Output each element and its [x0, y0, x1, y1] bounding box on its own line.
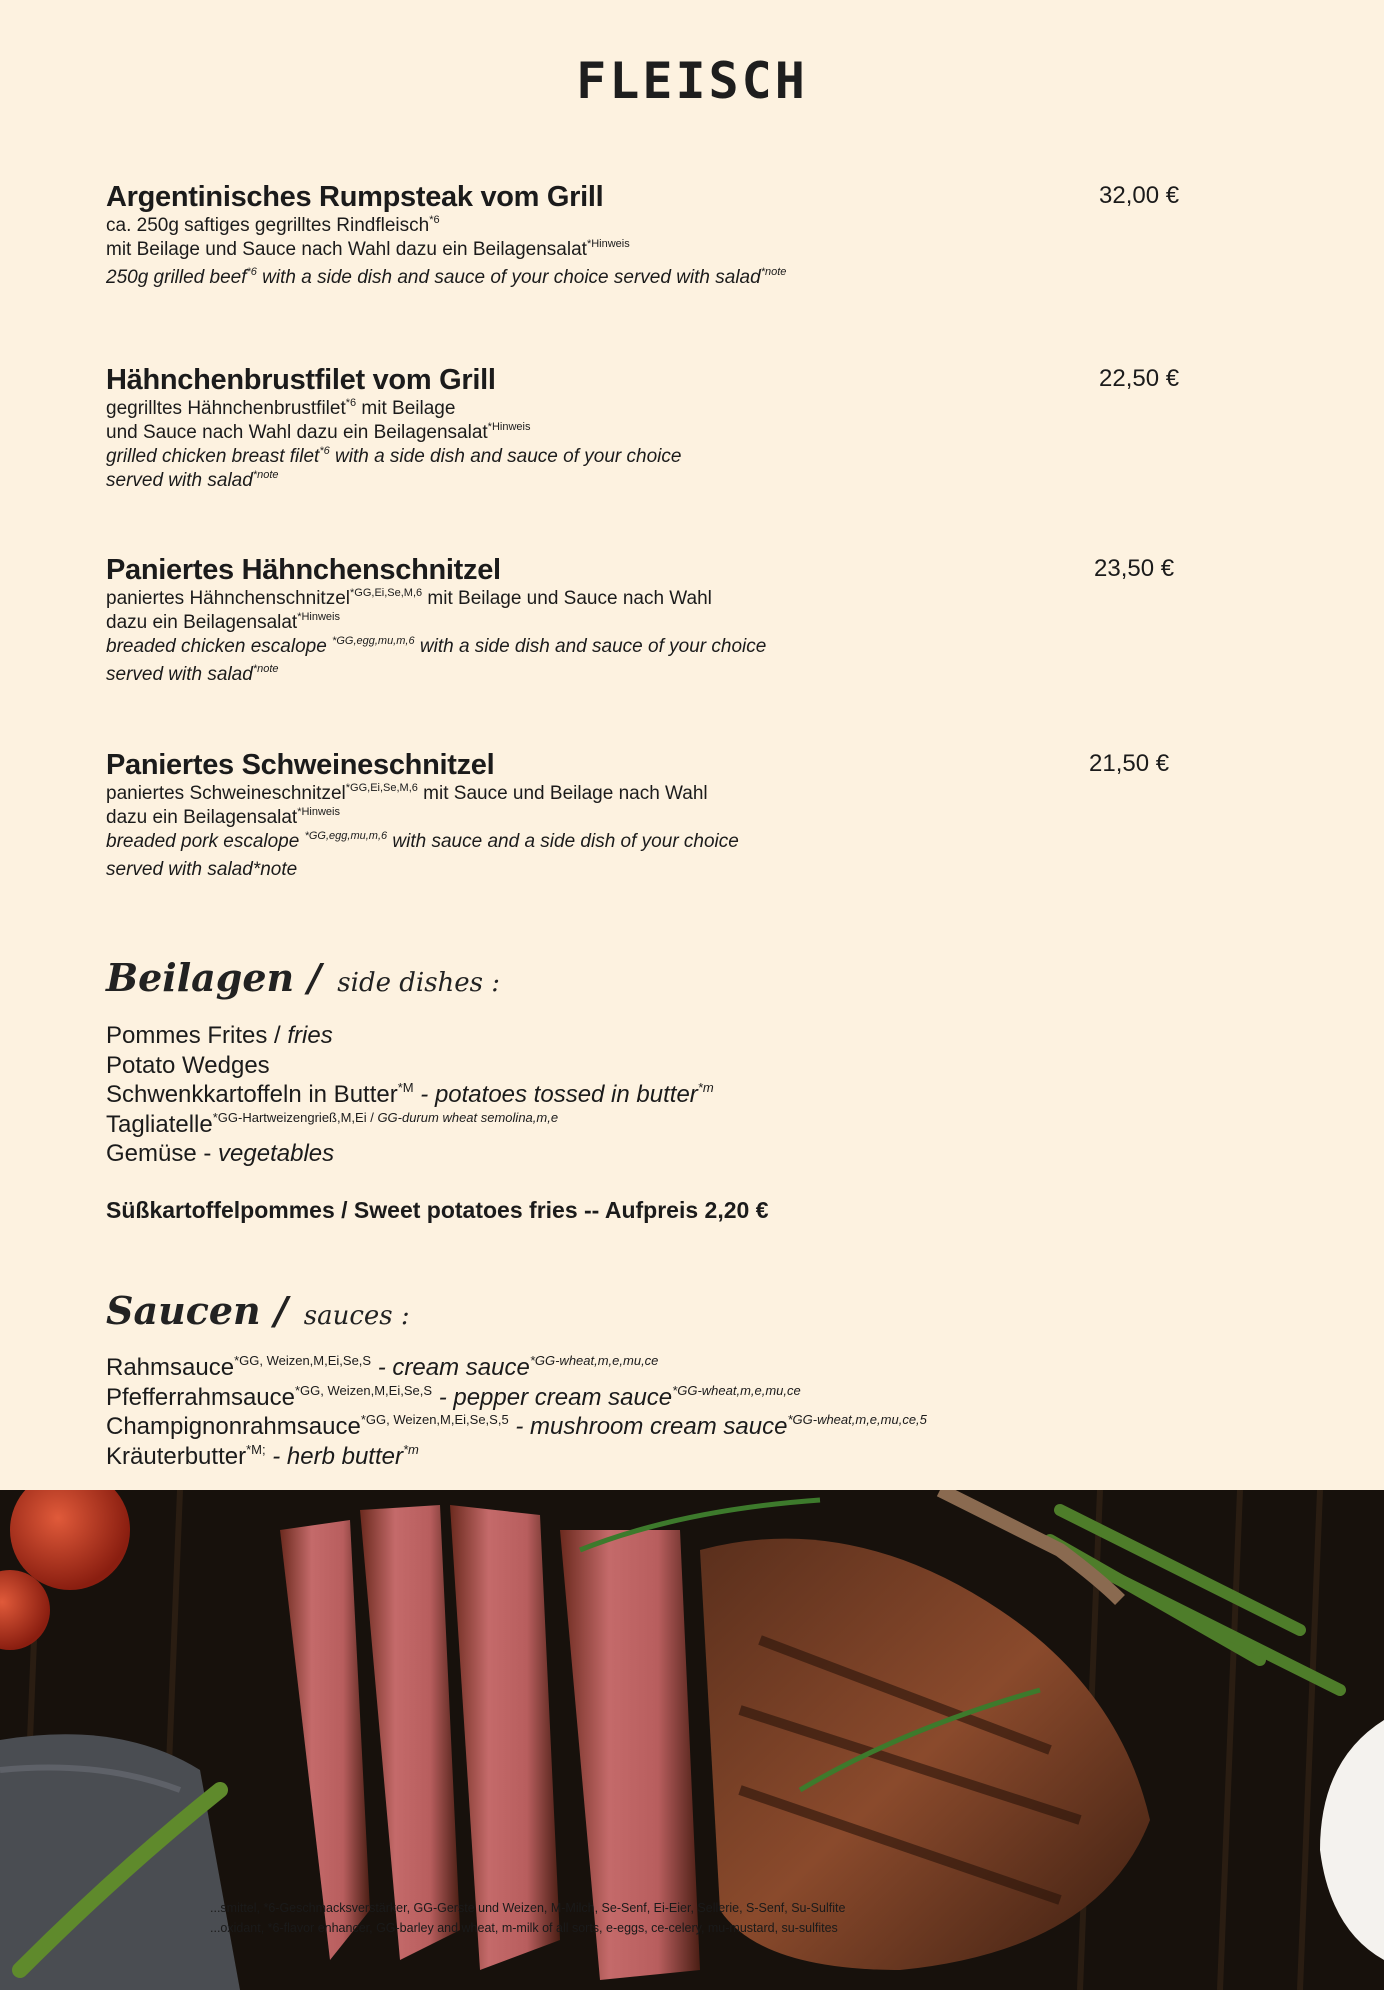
- list-item: Gemüse - vegetables: [106, 1140, 335, 1167]
- dish-description-en: served with salad*note: [106, 859, 298, 880]
- dish-item: [106, 180, 1206, 290]
- dish-description-en: served with salad$^{*note}$: [106, 469, 279, 491]
- page-title: FLEISCH: [576, 52, 808, 110]
- dish-description-en: served with salad$^{*note}$: [106, 663, 279, 685]
- dish-description: paniertes Hähnchenschnitzel$^{*GG,Ei,Se,M,6}$ mit Beilage und Sauce nach Wahl: [106, 587, 712, 609]
- dish-item: [106, 553, 1206, 687]
- dish-description: mit Beilage und Sauce nach Wahl dazu ein Beilagensalat$^{*Hinweis}$: [106, 238, 630, 260]
- dish-description-en: breaded chicken escalope $^{*GG,egg,mu,m,6}$ with a side dish and sauce of your choice: [106, 635, 767, 657]
- list-item: Pommes Frites / fries: [106, 1022, 333, 1049]
- dish-price: 23,50 €: [1094, 555, 1175, 582]
- dish-item: [106, 363, 1206, 493]
- dish-description: und Sauce nach Wahl dazu ein Beilagensalat$^{*Hinweis}$: [106, 421, 531, 443]
- sides-heading: Beilagen / side dishes :: [106, 955, 501, 1000]
- surcharge-note: Süßkartoffelpommes / Sweet potatoes fries -- Aufpreis 2,20 €: [106, 1197, 769, 1223]
- sauces-list: [106, 1353, 1306, 1471]
- list-item: Schwenkkartoffeln in Butter$^{*M}$ - potatoes tossed in butter$^{*m}$: [106, 1080, 714, 1108]
- dish-description-en: 250g grilled beef$^{*6}$ with a side dish and sauce of your choice served with salad$^{*note}$: [106, 266, 787, 288]
- sides-list: [106, 1021, 1306, 1169]
- dish-name: Paniertes Hähnchenschnitzel: [106, 554, 501, 586]
- dish-description-en: breaded pork escalope $^{*GG,egg,mu,m,6}$ with sauce and a side dish of your choice: [106, 830, 739, 852]
- dish-name: Hähnchenbrustfilet vom Grill: [106, 364, 496, 396]
- allergen-footnote: ...smittel, *6-Geschmacksverstärker, GG-Gerste und Weizen, M-Milch, Se-Senf, Ei-Eier, Sellerie, S-Senf, Su-Sulfite ...oxidant, *6-flavor enhancer, GG-barley and wheat, m-milk of all sorts, e-eggs, ce-celery, mu-mustard, su-sulfites: [210, 1901, 846, 1935]
- dish-description-en: grilled chicken breast filet$^{*6}$ with a side dish and sauce of your choice: [106, 445, 682, 467]
- list-item: Rahmsauce$^{*GG, Weizen,M,Ei,Se,S}$ - cream sauce$^{*GG-wheat,m,e,mu,ce}$: [106, 1353, 659, 1381]
- list-item: Tagliatelle$^{*GG-Hartweizengrieß,M,Ei /}$ $^{GG-durum wheat semolina,m,e}$: [106, 1109, 559, 1138]
- dish-name: Paniertes Schweineschnitzel: [106, 749, 495, 781]
- dish-description: ca. 250g saftiges gegrilltes Rindfleisch$^{*6}$: [106, 214, 440, 236]
- sauces-heading: Saucen / sauces :: [106, 1288, 410, 1333]
- list-item: Kräuterbutter$^{*M;}$ - herb butter$^{*m}$: [106, 1441, 419, 1470]
- dish-description: paniertes Schweineschnitzel$^{*GG,Ei,Se,M,6}$ mit Sauce und Beilage nach Wahl: [106, 782, 708, 804]
- list-item: Champignonrahmsauce$^{*GG, Weizen,M,Ei,Se,S,5}$ - mushroom cream sauce$^{*GG-wheat,m,e,mu,ce,5}$: [106, 1412, 927, 1440]
- dish-price: 32,00 €: [1099, 182, 1180, 209]
- dish-description: dazu ein Beilagensalat$^{*Hinweis}$: [106, 611, 340, 633]
- dish-description: dazu ein Beilagensalat$^{*Hinweis}$: [106, 806, 340, 828]
- dish-price: 22,50 €: [1099, 365, 1180, 392]
- dish-price: 21,50 €: [1089, 750, 1170, 777]
- dish-description: gegrilltes Hähnchenbrustfilet$^{*6}$ mit Beilage: [106, 397, 456, 419]
- list-item: Pfefferrahmsauce$^{*GG, Weizen,M,Ei,Se,S}$ - pepper cream sauce$^{*GG-wheat,m,e,mu,ce}$: [106, 1382, 801, 1411]
- list-item: Potato Wedges: [106, 1051, 270, 1079]
- dish-name: Argentinisches Rumpsteak vom Grill: [106, 181, 604, 213]
- dish-item: [106, 748, 1206, 882]
